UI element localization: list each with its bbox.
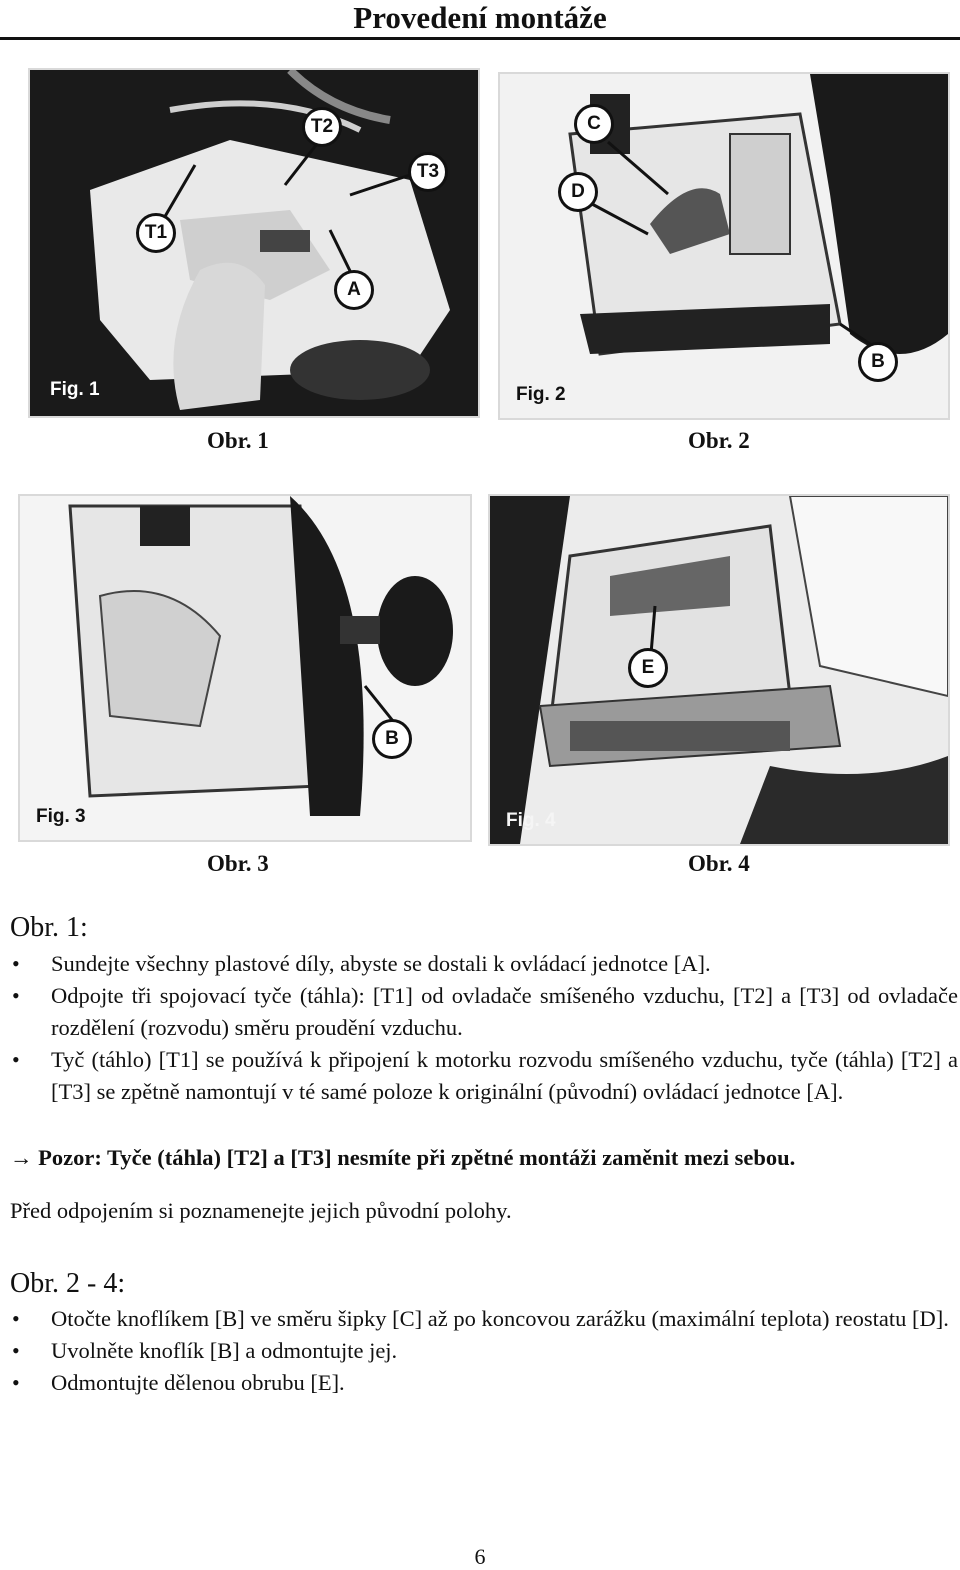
section-1-list bbox=[10, 948, 958, 1108]
bullet-icon: • bbox=[12, 1370, 20, 1395]
section-2-list bbox=[10, 1303, 958, 1399]
callout-t2: T2 bbox=[302, 107, 342, 147]
figure-2-photo bbox=[498, 72, 950, 420]
figure-4-image bbox=[490, 496, 948, 844]
callout-t1: T1 bbox=[136, 213, 176, 253]
figure-4-photo bbox=[488, 494, 950, 846]
section-2-heading: Obr. 2 - 4: bbox=[10, 1268, 126, 1299]
caption-obr-4: Obr. 4 bbox=[688, 851, 750, 876]
callout-c: C bbox=[574, 104, 614, 144]
callout-a: A bbox=[334, 270, 374, 310]
page-number: 6 bbox=[474, 1544, 486, 1569]
caption-obr-2: Obr. 2 bbox=[688, 428, 750, 453]
bullet-icon: • bbox=[12, 951, 20, 976]
page-title: Provedení montáže bbox=[353, 0, 607, 35]
bullet-icon: • bbox=[12, 983, 20, 1008]
figure-3-image bbox=[20, 496, 470, 840]
callout-e: E bbox=[628, 648, 668, 688]
title-divider bbox=[0, 37, 960, 40]
note-text: Před odpojením si poznamenejte jejich původní polohy. bbox=[10, 1198, 512, 1223]
caption-obr-3: Obr. 3 bbox=[207, 851, 269, 876]
warning-text: → Pozor: Tyče (táhla) [T2] a [T3] nesmíte při zpětné montáži zaměnit mezi sebou. bbox=[10, 1145, 796, 1170]
fig-tag-2: Fig. 2 bbox=[516, 384, 566, 405]
fig-tag-3: Fig. 3 bbox=[36, 806, 86, 827]
bullet-icon: • bbox=[12, 1047, 20, 1072]
list-item: • Odmontujte dělenou obrubu [E]. bbox=[10, 1367, 958, 1399]
section-1-heading: Obr. 1: bbox=[10, 912, 88, 943]
bullet-icon: • bbox=[12, 1338, 20, 1363]
list-item: • Sundejte všechny plastové díly, abyste se dostali k ovládací jednotce [A]. bbox=[10, 948, 958, 980]
list-item: • Uvolněte knoflík [B] a odmontujte jej. bbox=[10, 1335, 958, 1367]
bullet-icon: • bbox=[12, 1306, 20, 1331]
fig-tag-1: Fig. 1 bbox=[50, 379, 100, 400]
fig-tag-4: Fig. 4 bbox=[506, 810, 556, 831]
list-item: • Odpojte tři spojovací tyče (táhla): [T1] od ovladače smíšeného vzduchu, [T2] a [T3] od ovladače rozdělení (rozvodu) směru proudění vzduchu. bbox=[10, 980, 958, 1044]
caption-obr-1: Obr. 1 bbox=[207, 428, 269, 453]
callout-b-fig3: B bbox=[372, 719, 412, 759]
callout-b-fig2: B bbox=[858, 342, 898, 382]
list-item: • Tyč (táhlo) [T1] se používá k připojení k motorku rozvodu smíšeného vzduchu, tyče (táhla) [T2] a [T3] se zpětně namontují v té samé poloze k originální (původní) ovládací jednotce [A]. bbox=[10, 1044, 958, 1108]
figure-3-photo bbox=[18, 494, 472, 842]
callout-d: D bbox=[558, 172, 598, 212]
figure-1-image bbox=[30, 70, 478, 416]
figure-1-photo bbox=[28, 68, 480, 418]
callout-t3: T3 bbox=[408, 152, 448, 192]
list-item: • Otočte knoflíkem [B] ve směru šipky [C] až po koncovou zarážku (maximální teplota) reostatu [D]. bbox=[10, 1303, 958, 1335]
